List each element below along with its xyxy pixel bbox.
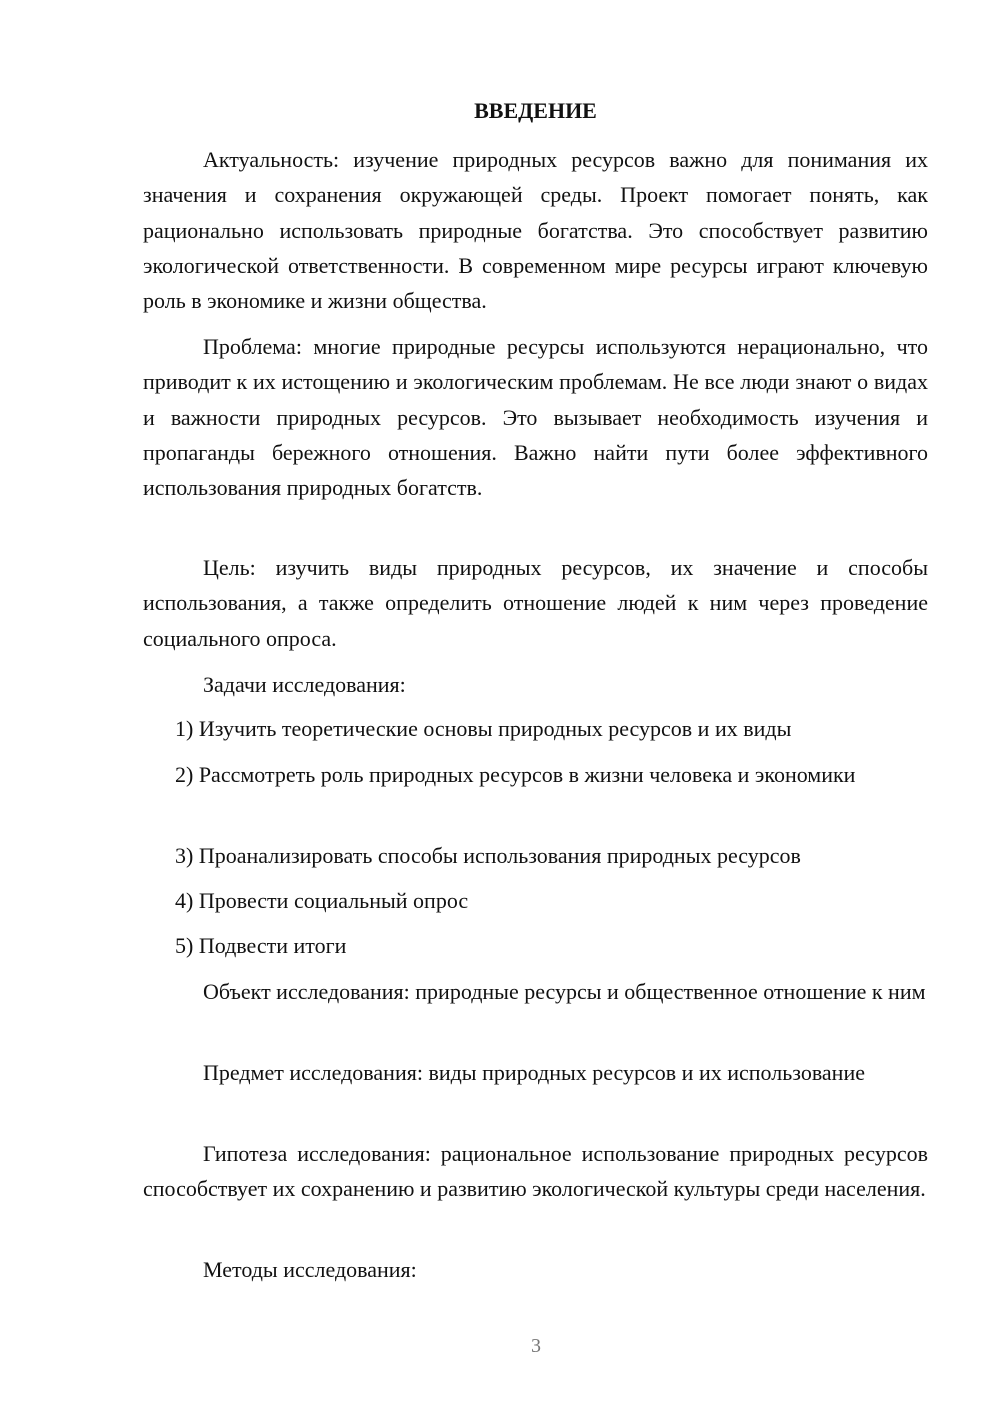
paragraph-hypothesis: Гипотеза исследования: рациональное использование природных ресурсов способствует их сохранению и развитию экологической культуры среди населения.	[143, 1141, 928, 1202]
paragraph-methods-heading: Методы исследования:	[203, 1257, 417, 1282]
paragraph-relevance: Актуальность: изучение природных ресурсов важно для понимания их значения и сохранения окружающей среды. Проект помогает понять, как рационально использовать природные богатства. Это способствует развитию экологической ответственности. В современном мире ресурсы играют ключевую роль в экономике и жизни общества.	[143, 147, 928, 314]
paragraph-goal: Цель: изучить виды природных ресурсов, их значение и способы использования, а также определить отношение людей к ним через проведение социального опроса.	[143, 555, 928, 651]
task-item-4: 4) Провести социальный опрос	[175, 888, 469, 913]
task-item-3: 3) Проанализировать способы использования природных ресурсов	[175, 843, 801, 868]
task-item-5: 5) Подвести итоги	[175, 933, 347, 958]
paragraph-problem: Проблема: многие природные ресурсы используются нерационально, что приводит к их истощению и экологическим проблемам. Не все люди знают о видах и важности природных ресурсов. Это вызывает необходимость изучения и пропаганды бережного отношения. Важно найти пути более эффективного использования природных богатств.	[143, 334, 928, 501]
task-item-2: 2) Рассмотреть роль природных ресурсов в жизни человека и экономики	[175, 762, 856, 787]
paragraph-tasks-heading: Задачи исследования:	[203, 672, 406, 697]
paragraph-object: Объект исследования: природные ресурсы и общественное отношение к ним	[203, 979, 926, 1004]
task-item-1: 1) Изучить теоретические основы природных ресурсов и их виды	[175, 716, 792, 741]
paragraph-subject: Предмет исследования: виды природных ресурсов и их использование	[203, 1060, 865, 1085]
section-title: ВВЕДЕНИЕ	[474, 98, 597, 123]
page-number: 3	[531, 1335, 541, 1357]
